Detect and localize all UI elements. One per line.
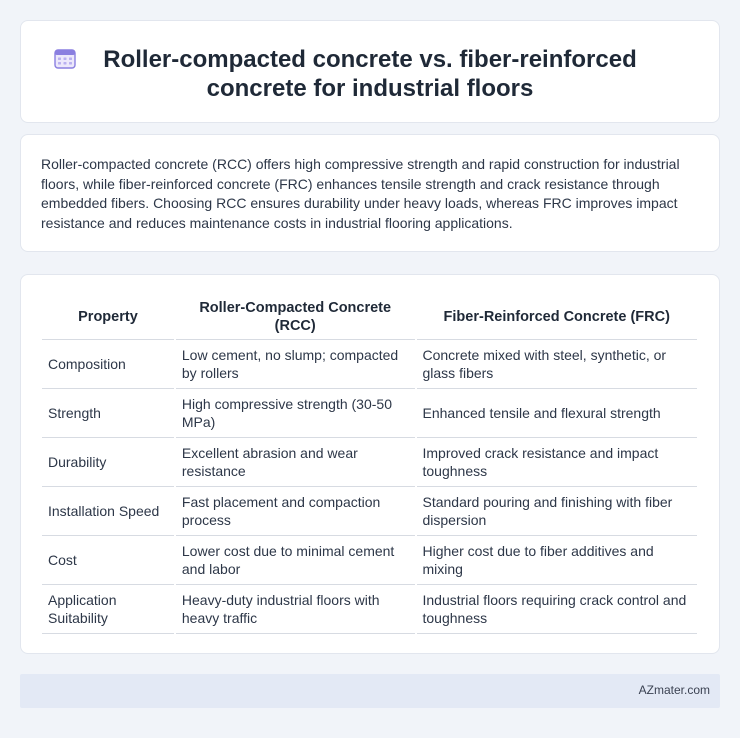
row-property: Composition — [42, 339, 175, 388]
comparison-table-card — [20, 274, 720, 654]
table-row — [42, 584, 698, 633]
table-row — [42, 437, 698, 486]
row-frc: Improved crack resistance and impact toughness — [416, 437, 699, 486]
summary-card — [20, 134, 720, 252]
page-title: Roller-compacted concrete vs. fiber-reinforced concrete for industrial floors — [103, 46, 637, 102]
row-property: Cost — [42, 535, 175, 584]
title-card — [20, 20, 720, 123]
row-frc: Higher cost due to fiber additives and mixing — [416, 535, 699, 584]
table-row — [42, 388, 698, 437]
summary-text: Roller-compacted concrete (RCC) offers high compressive strength and rapid construction for industrial floors, while fiber-reinforced concrete (FRC) enhances tensile strength and crack resistance through embedded fibers. Choosing RCC ensures durability under heavy loads, whereas FRC improves impact resistance and reduces maintenance costs in industrial flooring applications. — [41, 156, 680, 231]
row-property: Strength — [42, 388, 175, 437]
header-property: Property — [42, 295, 175, 339]
row-rcc: Heavy-duty industrial floors with heavy traffic — [175, 584, 416, 633]
row-rcc: Low cement, no slump; compacted by rollers — [175, 339, 416, 388]
row-frc: Industrial floors requiring crack control and toughness — [416, 584, 699, 633]
table-row — [42, 339, 698, 388]
row-rcc: Excellent abrasion and wear resistance — [175, 437, 416, 486]
row-rcc: Fast placement and compaction process — [175, 486, 416, 535]
comparison-table — [42, 295, 699, 634]
header-frc: Fiber-Reinforced Concrete (FRC) — [416, 295, 699, 339]
row-property: Application Suitability — [42, 584, 175, 633]
row-rcc: High compressive strength (30-50 MPa) — [175, 388, 416, 437]
table-header-row — [42, 295, 698, 339]
row-property: Installation Speed — [42, 486, 175, 535]
row-frc: Standard pouring and finishing with fiber dispersion — [416, 486, 699, 535]
footer-brand[interactable]: AZmater.com — [638, 683, 710, 697]
row-frc: Enhanced tensile and flexural strength — [416, 388, 699, 437]
row-property: Durability — [42, 437, 175, 486]
table-row — [42, 486, 698, 535]
row-rcc: Lower cost due to minimal cement and labor — [175, 535, 416, 584]
row-frc: Concrete mixed with steel, synthetic, or glass fibers — [416, 339, 699, 388]
footer-bar — [20, 674, 720, 708]
table-row — [42, 535, 698, 584]
header-rcc: Roller-Compacted Concrete (RCC) — [175, 295, 416, 339]
